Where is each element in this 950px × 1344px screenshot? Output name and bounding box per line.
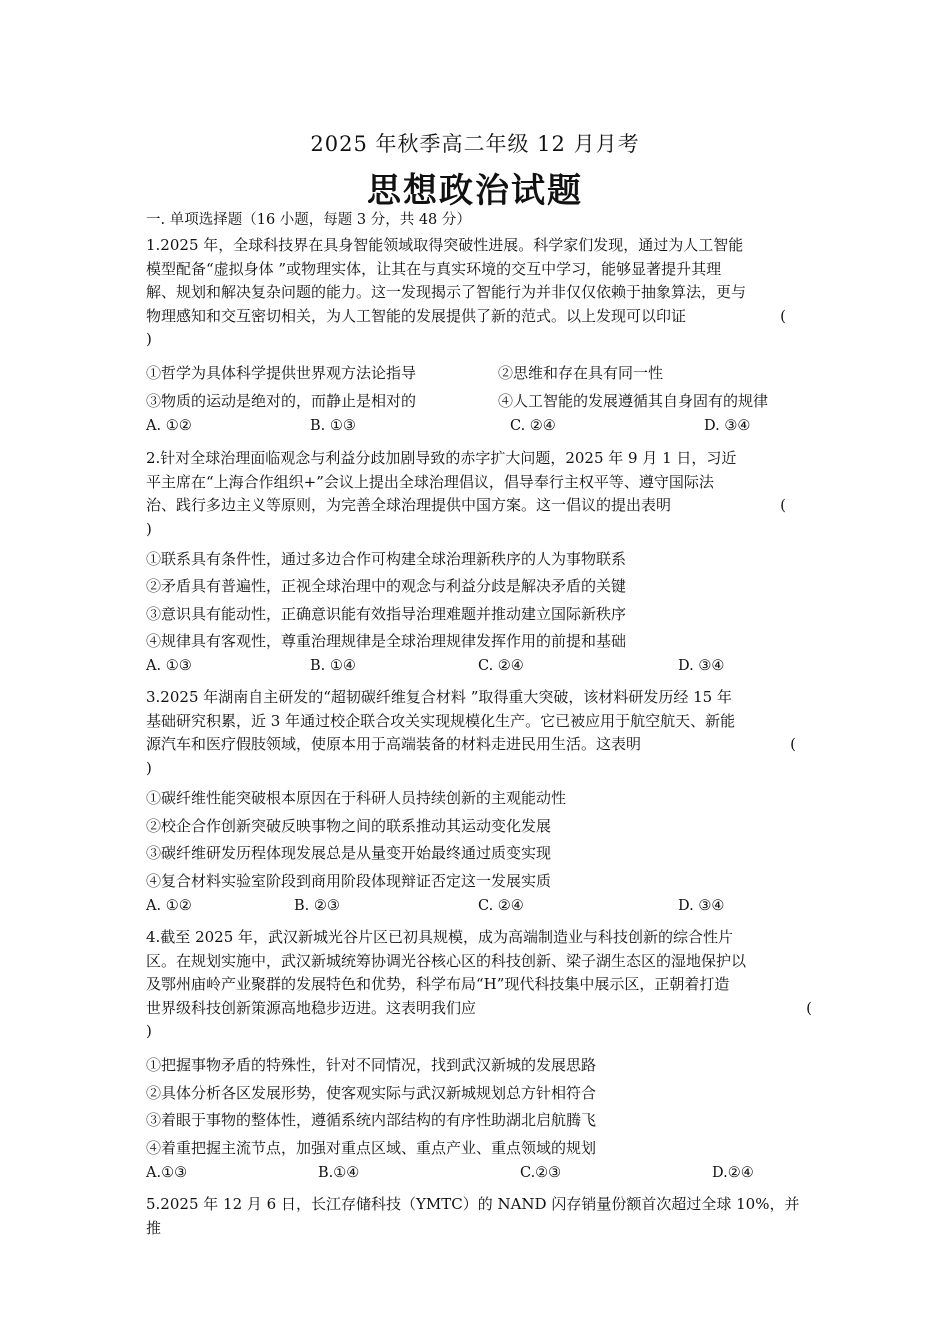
- statement-3: ③碳纤维研发历程体现发展总是从量变开始最终通过质变实现: [146, 844, 552, 862]
- answer-paren-open: (: [806, 998, 812, 1017]
- question-4-stem: [146, 926, 822, 1044]
- statement-2: ②校企合作创新突破反映事物之间的联系推动其运动变化发展: [146, 817, 552, 835]
- answer-paren-close: ): [146, 1022, 152, 1041]
- stem-line-text: 治、践行多边主义等原则，为完善全球治理提供中国方案。这一倡议的提出表明: [146, 496, 672, 515]
- question-4: [146, 926, 822, 1044]
- stem-line: 基础研究积累，近 3 年通过校企联合攻关实现规模化生产。它已被应用于航空航天、新能: [146, 711, 736, 730]
- answer-paren-close: ): [146, 330, 152, 349]
- stem-line: 5.2025 年 12 月 6 日，长江存储科技（YMTC）的 NAND 闪存销量份额首次超过全球 10%，并: [146, 1195, 800, 1213]
- statement-3: ③物质的运动是绝对的，而静止是相对的: [146, 392, 417, 410]
- stem-line: 推: [146, 1218, 162, 1237]
- question-3: [146, 686, 822, 780]
- stem-line-text: 源汽车和医疗假肢领域，使原本用于高端装备的材料走进民用生活。这表明: [146, 735, 642, 754]
- stem-line: [146, 305, 822, 329]
- subject-title: 思想政治试题: [367, 171, 583, 211]
- question-5: [146, 1193, 822, 1240]
- statement-1: ①碳纤维性能突破根本原因在于科研人员持续创新的主观能动性: [146, 789, 567, 807]
- choice-c[interactable]: C.②③: [520, 1165, 562, 1181]
- stem-line: [146, 997, 822, 1021]
- question-2-stem: [146, 447, 822, 541]
- stem-line: 4.截至 2025 年，武汉新城光谷片区已初具规模，成为高端制造业与科技创新的综合性片: [146, 928, 734, 946]
- statement-2: ②矛盾具有普遍性，正视全球治理中的观念与利益分歧是解决矛盾的关键: [146, 577, 627, 595]
- stem-line: 1.2025 年，全球科技界在具身智能领域取得突破性进展。科学家们发现，通过为人工智能: [146, 236, 744, 254]
- choice-b[interactable]: B. ①③: [310, 418, 356, 434]
- statement-4: ④着重把握主流节点，加强对重点区域、重点产业、重点领域的规划: [146, 1139, 597, 1157]
- stem-line: 解、规划和解决复杂问题的能力。这一发现揭示了智能行为并非仅仅依赖于抽象算法，更与: [146, 283, 747, 302]
- choice-b[interactable]: B. ①④: [310, 658, 356, 674]
- statement-1: ①把握事物矛盾的特殊性，针对不同情况，找到武汉新城的发展思路: [146, 1056, 597, 1074]
- statement-3: ③着眼于事物的整体性，遵循系统内部结构的有序性助湖北启航腾飞: [146, 1111, 597, 1129]
- choice-c[interactable]: C. ②④: [478, 898, 524, 914]
- question-3-stem: [146, 686, 822, 780]
- exam-title: 2025 年秋季高二年级 12 月月考: [310, 132, 640, 156]
- choice-c[interactable]: C. ②④: [478, 658, 524, 674]
- statement-4: ④复合材料实验室阶段到商用阶段体现辩证否定这一发展实质: [146, 872, 552, 890]
- stem-line: 3.2025 年湖南自主研发的“超韧碳纤维复合材料 ”取得重大突破，该材料研发历经 15 年: [146, 688, 732, 706]
- statement-2: ②思维和存在具有同一性: [498, 364, 664, 382]
- answer-paren-close: ): [146, 519, 152, 538]
- choice-d[interactable]: D.②④: [712, 1165, 754, 1181]
- stem-line: 及鄂州庙岭产业聚群的发展特色和优势，科学布局“H”现代科技集中展示区，正朝着打造: [146, 975, 730, 994]
- answer-paren-open: (: [780, 496, 786, 515]
- statement-2: ②具体分析各区发展形势，使客观实际与武汉新城规划总方针相符合: [146, 1084, 597, 1102]
- stem-line: [146, 494, 822, 518]
- stem-line: 模型配备“虚拟身体 ”或物理实体，让其在与真实环境的交互中学习，能够显著提升其理: [146, 259, 722, 278]
- choice-c[interactable]: C. ②④: [510, 418, 556, 434]
- statement-3: ③意识具有能动性，正确意识能有效指导治理难题并推动建立国际新秩序: [146, 605, 627, 623]
- stem-line-text: 世界级科技创新策源高地稳步迈进。这表明我们应: [146, 998, 477, 1017]
- question-1: [146, 234, 822, 352]
- statement-1: ①哲学为具体科学提供世界观方法论指导: [146, 364, 417, 382]
- answer-paren-close: ): [146, 758, 152, 777]
- stem-line: 平主席在“上海合作组织+”会议上提出全球治理倡议，倡导奉行主权平等、遵守国际法: [146, 472, 714, 491]
- answer-paren-open: (: [790, 735, 796, 754]
- choice-a[interactable]: A. ①③: [146, 658, 192, 674]
- stem-line: [146, 733, 822, 757]
- choice-b[interactable]: B.①④: [318, 1165, 360, 1181]
- question-5-stem: [146, 1193, 822, 1240]
- choice-d[interactable]: D. ③④: [678, 898, 725, 914]
- choice-a[interactable]: A. ①②: [146, 898, 192, 914]
- stem-line: 区。在规划实施中，武汉新城统筹协调光谷核心区的科技创新、梁子湖生态区的湿地保护以: [146, 951, 747, 970]
- choice-d[interactable]: D. ③④: [678, 658, 725, 674]
- choice-d[interactable]: D. ③④: [704, 418, 751, 434]
- choice-a[interactable]: A. ①②: [146, 418, 192, 434]
- choice-a[interactable]: A.①③: [146, 1165, 188, 1181]
- answer-paren-open: (: [780, 306, 786, 325]
- choice-b[interactable]: B. ②③: [294, 898, 340, 914]
- section-heading: 一. 单项选择题（16 小题，每题 3 分，共 48 分）: [146, 212, 471, 228]
- statement-4: ④人工智能的发展遵循其自身固有的规律: [498, 392, 769, 410]
- question-1-stem: [146, 234, 822, 352]
- question-2: [146, 447, 822, 541]
- statement-4: ④规律具有客观性，尊重治理规律是全球治理规律发挥作用的前提和基础: [146, 632, 627, 650]
- stem-line-text: 物理感知和交互密切相关，为人工智能的发展提供了新的范式。以上发现可以印证: [146, 306, 687, 325]
- stem-line: 2.针对全球治理面临观念与利益分歧加剧导致的赤字扩大问题，2025 年 9 月 1 日，习近: [146, 449, 737, 467]
- statement-1: ①联系具有条件性，通过多边合作可构建全球治理新秩序的人为事物联系: [146, 550, 627, 568]
